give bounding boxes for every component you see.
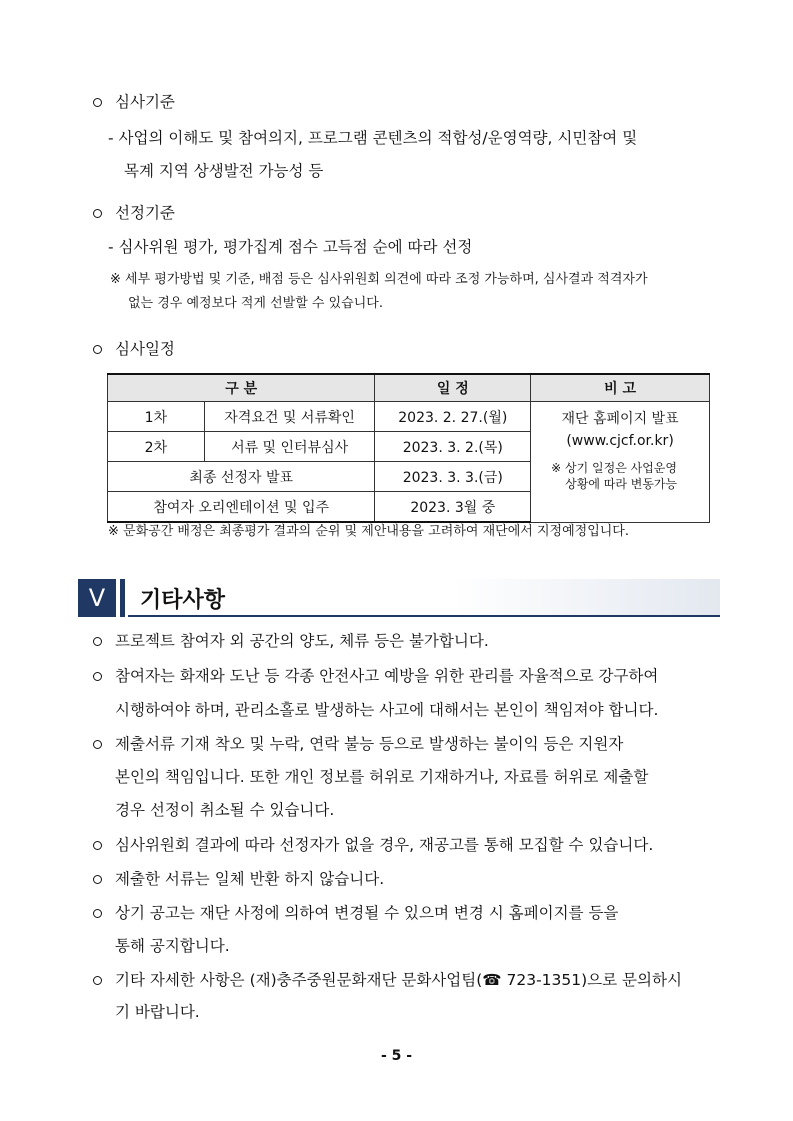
row-step: 2차 xyxy=(108,432,205,462)
circle-bullet-icon xyxy=(93,740,102,749)
selection-note-1: ※ 세부 평가방법 및 기준, 배점 등은 심사위원회 의견에 따라 조정 가능하며, 심사결과 적격자가 xyxy=(110,272,648,287)
list-item-continued: 시행하여야 하며, 관리소홀로 발생하는 사고에 대해서는 본인이 책임져야 합니다. xyxy=(115,701,659,719)
selection-note-2: 없는 경우 예정보다 적게 선발할 수 있습니다. xyxy=(128,296,383,311)
section-number-badge: Ⅴ xyxy=(78,579,116,617)
list-item-continued: 통해 공지합니다. xyxy=(115,937,230,955)
section-accent-bar xyxy=(120,579,125,617)
circle-bullet-icon xyxy=(93,841,102,850)
page-number: - 5 - xyxy=(380,1048,413,1064)
header-remark: 비 고 xyxy=(531,374,710,402)
list-item-continued: 경우 선정이 취소될 수 있습니다. xyxy=(115,801,335,819)
remark-note-2: 상황에 따라 변동가능 xyxy=(565,477,678,491)
row-date: 2023. 3. 2.(목) xyxy=(375,432,531,462)
row-step: 1차 xyxy=(108,402,205,432)
section-title: 기타사항 xyxy=(140,588,226,613)
criteria-line-1: - 사업의 이해도 및 참여의지, 프로그램 콘텐츠의 적합성/운영역량, 시민참여 및 xyxy=(108,129,638,147)
remark-line-1: 재단 홈페이지 발표 xyxy=(561,411,679,427)
circle-bullet-icon xyxy=(93,98,102,107)
list-item: 심사위원회 결과에 따라 선정자가 없을 경우, 재공고를 통해 모집할 수 있습니다. xyxy=(115,836,654,854)
list-item: 참여자는 화재와 도난 등 각종 안전사고 예방을 위한 관리를 자율적으로 강구하여 xyxy=(115,667,659,685)
list-item: 제출서류 기재 착오 및 누락, 연락 불능 등으로 발생하는 불이익 등은 지원자 xyxy=(115,735,624,753)
row-item: 참여자 오리엔테이션 및 입주 xyxy=(108,492,375,523)
remark-note-1: ※ 상기 일정은 사업운영 xyxy=(551,461,677,475)
table-row xyxy=(108,402,710,432)
circle-bullet-icon xyxy=(93,345,102,354)
remark-line-2: (www.cjcf.or.kr) xyxy=(566,433,674,449)
row-date: 2023. 2. 27.(월) xyxy=(375,402,531,432)
remark-cell xyxy=(531,402,710,523)
section-title-box xyxy=(128,579,720,617)
schedule-heading: 심사일정 xyxy=(115,340,175,358)
row-item: 최종 선정자 발표 xyxy=(108,462,375,492)
list-item: 상기 공고는 재단 사정에 의하여 변경될 수 있으며 변경 시 홈페이지를 등을 xyxy=(115,904,619,922)
list-item-continued: 기 바랍니다. xyxy=(115,1003,200,1021)
row-date: 2023. 3월 중 xyxy=(375,492,531,523)
row-item: 자격요건 및 서류확인 xyxy=(204,402,375,432)
circle-bullet-icon xyxy=(93,875,102,884)
criteria-line-2: 목계 지역 상생발전 가능성 등 xyxy=(124,162,324,180)
circle-bullet-icon xyxy=(93,672,102,681)
table-header-row xyxy=(108,374,710,402)
list-item: 기타 자세한 사항은 (재)충주중원문화재단 문화사업팀(☎ 723-1351)으로 문의하시 xyxy=(115,971,682,989)
list-item-continued: 본인의 책임입니다. 또한 개인 정보를 허위로 기재하거나, 자료를 허위로 제출할 xyxy=(115,768,649,786)
row-item: 서류 및 인터뷰심사 xyxy=(204,432,375,462)
selection-heading: 선정기준 xyxy=(115,204,175,222)
list-item: 프로젝트 참여자 외 공간의 양도, 체류 등은 불가합니다. xyxy=(115,632,489,650)
header-category: 구 분 xyxy=(108,374,375,402)
schedule-footnote: ※ 문화공간 배정은 최종평가 결과의 순위 및 제안내용을 고려하여 재단에서 지정예정입니다. xyxy=(108,524,629,539)
row-date: 2023. 3. 3.(금) xyxy=(375,462,531,492)
criteria-heading: 심사기준 xyxy=(115,93,175,111)
list-item: 제출한 서류는 일체 반환 하지 않습니다. xyxy=(115,870,385,888)
circle-bullet-icon xyxy=(93,909,102,918)
circle-bullet-icon xyxy=(93,209,102,218)
header-date: 일 정 xyxy=(375,374,531,402)
circle-bullet-icon xyxy=(93,976,102,985)
circle-bullet-icon xyxy=(93,637,102,646)
selection-line-1: - 심사위원 평가, 평가집계 점수 고득점 순에 따라 선정 xyxy=(108,238,473,256)
schedule-table xyxy=(107,373,710,523)
